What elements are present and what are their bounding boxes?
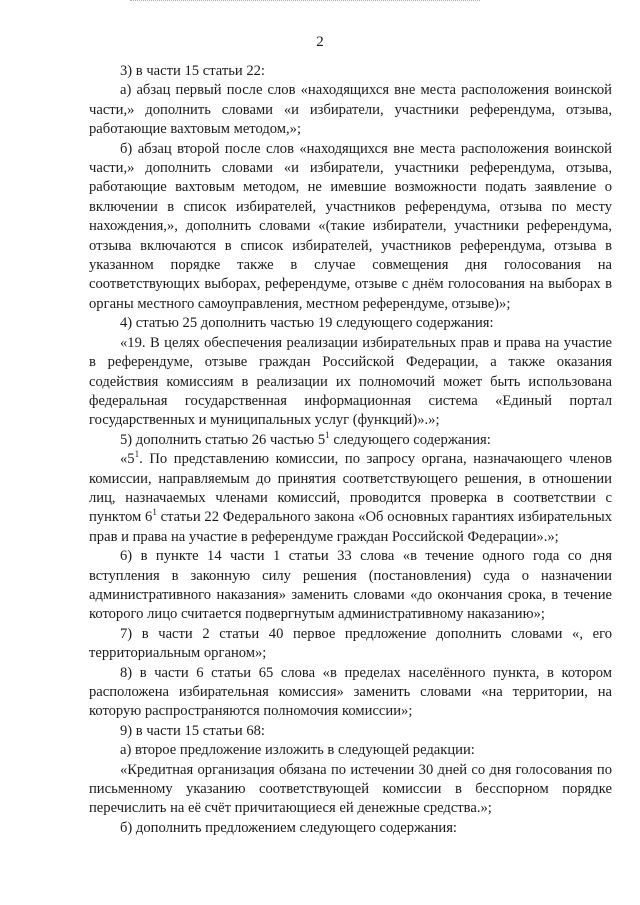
page-number: 2 [316,34,324,50]
paragraph-5: «19. В целях обеспечения реализации избирательных прав и права на участие в референдуме, отзыве граждан Российской Федерации, а также оказания содействия комиссиям в реализации их полномочий может быть использована федеральная государственная информационная система «Единый портал государственных и муниципальных услуг (функций)».»; [89,334,612,429]
paragraph-6: 5) дополнить статью 26 частью $5^1$ следующего содержания: [120,429,491,448]
superscript-one: 1 [325,429,330,440]
scan-edge-mark [130,0,480,3]
paragraph-2: а) абзац первый после слов «находящихся вне места расположения воинской части,» дополнить словами «и избиратели, участники референдума, отзыва, работающие вахтовым методом,»; [89,82,612,138]
paragraph-9: 7) в части 2 статьи 40 первое предложение дополнить словами «, его территориальным органом»; [89,625,612,662]
paragraph-12: а) второе предложение изложить в следующей редакции: [120,742,475,759]
paragraph-7: «$5^1$. По представлению комиссии, по запросу органа, назначающего членов комиссии, направляемым до принятия соответствующего решения, в отношении лиц, назначаемых членами комиссий, проводится проверка в соответствии с пунктом $6^1$ статьи 22 Федерального закона «Об основных гарантиях избирательных прав и права на участие в референдуме граждан Российской Федерации».»; [89,449,613,545]
superscript-one: 1 [134,449,140,460]
paragraph-4: 4) статью 25 дополнить частью 19 следующего содержания: [120,315,494,332]
superscript-one: 1 [152,507,157,518]
paragraph-3: б) абзац второй после слов «находящихся вне места расположения воинской части,» дополнить словами «и избиратели, участники референдума, отзыва, работающие вахтовым методом, не имевшие возможности подать заявление о включении в список избирателей, участников референдума, отзыва по месту нахождения,», дополнить словами «(такие избиратели, участники референдума, отзыва включаются в список избирателей, участников референдума, отзыва в указанном порядке также в случае совмещения дня голосования на соответствующих выборах, референдуме, отзыве с днём голосования на выборах в органы местного самоуправления, местном референдуме, отзыве)»; [89,140,612,312]
paragraph-8: 6) в пункте 14 части 1 статьи 33 слова «в течение одного года со дня вступления в законную силу решения (постановления) суда о назначении административного наказания» заменить словами «до окончания срока, в течение которого лицо считается подвергнутым административному наказанию»; [89,548,612,623]
paragraph-1: 3) в части 15 статьи 22: [120,63,265,79]
paragraph-14: б) дополнить предложением следующего содержания: [120,819,457,836]
paragraph-11: 9) в части 15 статьи 68: [120,722,265,739]
paragraph-10: 8) в части 6 статьи 65 слова «в пределах населённого пункта, в котором расположена избирательная комиссия» заменить словами «на территории, на которую распространяются полномочия комиссии»; [89,664,612,720]
paragraph-13: «Кредитная организация обязана по истечении 30 дней со дня голосования по письменному указанию соответствующей комиссии в бесспорном порядке перечислить на её счёт причитающиеся ей денежные средства.»; [89,761,612,817]
